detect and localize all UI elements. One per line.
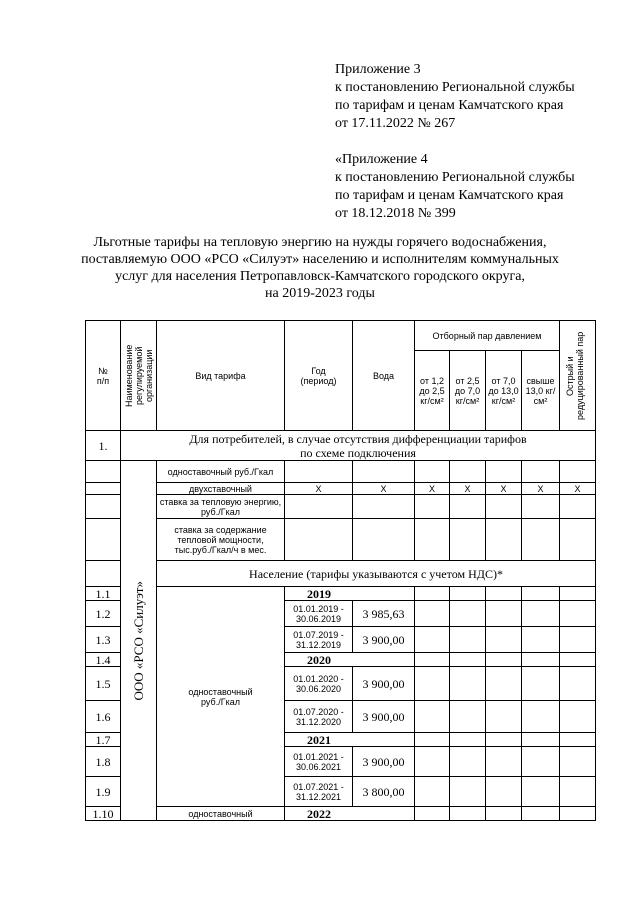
header-steam-2: от 2,5 до 7,0 кг/см²: [450, 351, 486, 431]
rate-energy-label: ставка за тепловую энергию, руб./Гкал: [157, 495, 285, 519]
year-2022: 2022: [285, 807, 415, 821]
x-mark: Х: [353, 483, 415, 495]
title-line4: на 2019-2023 годы: [265, 286, 375, 301]
row-num: 1.9: [86, 777, 121, 807]
header-tariff-type: Вид тарифа: [157, 321, 285, 431]
row-num: 1.10: [86, 807, 121, 821]
x-mark: Х: [522, 483, 560, 495]
document-title: [70, 234, 570, 302]
row-num: 1.1: [86, 587, 121, 601]
year-2021: 2021: [285, 733, 415, 747]
period: 01.07.2021 - 31.12.2021: [285, 777, 353, 807]
row-num: 1.7: [86, 733, 121, 747]
x-mark: Х: [450, 483, 486, 495]
appendix-4-line1: «Приложение 4: [335, 152, 428, 167]
one-part-short: одноставочный: [157, 807, 285, 821]
section-title: Для потребителей, в случае отсутствия дифференциации тарифов по схеме подключения: [121, 431, 596, 461]
row-num: 1.3: [86, 627, 121, 653]
section-num: 1.: [86, 431, 121, 461]
title-line1: Льготные тарифы на тепловую энергию на нужды горячего водоснабжения,: [93, 235, 547, 250]
row-num: 1.5: [86, 667, 121, 701]
header-org-name: Наименование регулируемой организации: [121, 321, 157, 431]
org-name-cell: [121, 461, 157, 821]
one-part-label: одноставочный руб./Гкал: [157, 461, 285, 483]
year-2019: 2019: [285, 587, 415, 601]
header-num: № п/п: [86, 321, 121, 431]
header-steam-3: от 7,0 до 13,0 кг/см²: [486, 351, 522, 431]
appendix-3-line1: Приложение 3: [335, 62, 421, 77]
title-line2: поставляемую ООО «РСО «Силуэт» населению и исполнителям коммунальных: [81, 252, 559, 267]
row-num: 1.2: [86, 601, 121, 627]
header-steam-group: Отборный пар давлением: [415, 321, 560, 351]
empty-num: [86, 461, 121, 483]
water-value: 3 900,00: [353, 667, 415, 701]
year-2020: 2020: [285, 653, 415, 667]
appendix-4-line3: по тарифам и ценам Камчатского края: [335, 188, 564, 203]
appendix-3-line2: к постановлению Региональной службы: [335, 80, 575, 95]
x-mark: Х: [415, 483, 450, 495]
two-part-label: двухставочный: [157, 483, 285, 495]
header-steam-4: свыше 13,0 кг/см²: [522, 351, 560, 431]
x-mark: Х: [486, 483, 522, 495]
rate-capacity-label: ставка за содержание тепловой мощности, тыс.руб./Гкал/ч в мес.: [157, 519, 285, 561]
appendix-3-line3: по тарифам и ценам Камчатского края: [335, 98, 564, 113]
population-header: Население (тарифы указываются с учетом НДС)*: [157, 561, 596, 587]
appendix-4-block: [335, 151, 575, 223]
header-sharp-steam: Острый и редуцированный пар: [560, 321, 596, 431]
header-steam-1: от 1,2 до 2,5 кг/см²: [415, 351, 450, 431]
header-water: Вода: [353, 321, 415, 431]
row-num: 1.6: [86, 701, 121, 733]
x-mark: Х: [560, 483, 596, 495]
period: 01.01.2019 - 30.06.2019: [285, 601, 353, 627]
period: 01.07.2019 - 31.12.2019: [285, 627, 353, 653]
period: 01.01.2021 - 30.06.2021: [285, 747, 353, 777]
water-value: 3 985,63: [353, 601, 415, 627]
period: 01.07.2020 - 31.12.2020: [285, 701, 353, 733]
water-value: 3 900,00: [353, 627, 415, 653]
header-period: Год (период): [285, 321, 353, 431]
water-value: 3 800,00: [353, 777, 415, 807]
period: 01.01.2020 - 30.06.2020: [285, 667, 353, 701]
water-value: 3 900,00: [353, 701, 415, 733]
row-num: 1.4: [86, 653, 121, 667]
appendix-4-line4: от 18.12.2018 № 399: [335, 206, 456, 221]
title-line3: услуг для населения Петропавловск-Камчатского городского округа,: [115, 269, 525, 284]
tariff-table: [85, 320, 596, 821]
water-value: 3 900,00: [353, 747, 415, 777]
appendix-3-line4: от 17.11.2022 № 267: [335, 116, 456, 131]
org-name-vertical: ООО «РСО «Силуэт»: [130, 580, 146, 701]
appendix-3-block: [335, 61, 575, 133]
one-part-population: одноставочный руб./Гкал: [157, 587, 285, 807]
x-mark: Х: [285, 483, 353, 495]
appendix-4-line2: к постановлению Региональной службы: [335, 170, 575, 185]
row-num: 1.8: [86, 747, 121, 777]
